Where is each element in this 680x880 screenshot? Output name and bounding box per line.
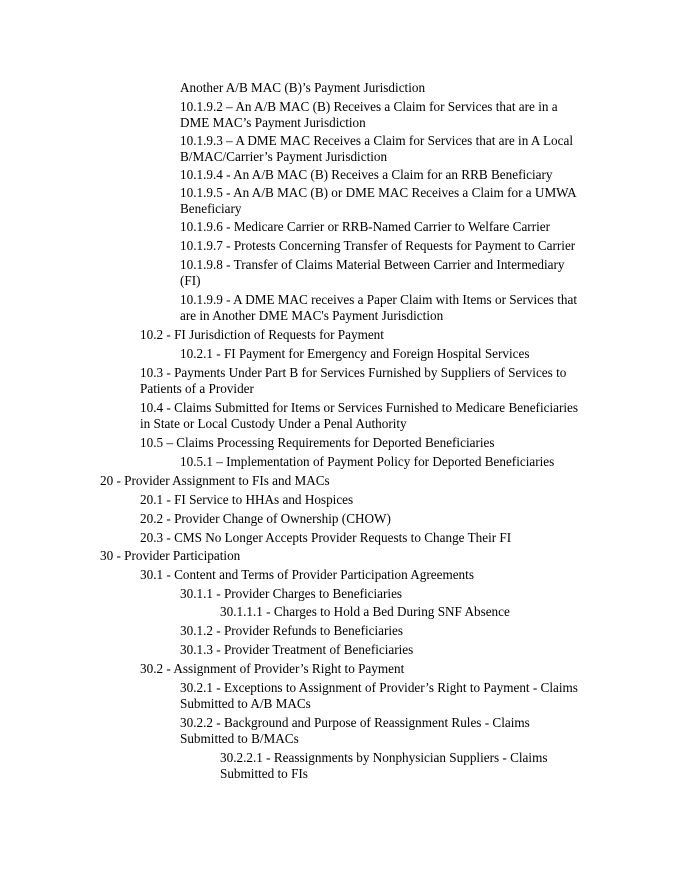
- toc-entry-20-1: 20.1 - FI Service to HHAs and Hospices: [140, 492, 354, 507]
- toc-entry-30-2-2-1: 30.2.2.1 - Reassignments by Nonphysician Suppliers - Claims Submitted to FIs: [220, 750, 548, 781]
- toc-entry-10-1-9-5: 10.1.9.5 - An A/B MAC (B) or DME MAC Receives a Claim for a UMWA Beneficiary: [180, 185, 576, 216]
- toc-entry-10-1-9-9: 10.1.9.9 - A DME MAC receives a Paper Claim with Items or Services that are in Another DME MAC's Payment Jurisdiction: [180, 292, 578, 323]
- toc-entry-30-1-2: 30.1.2 - Provider Refunds to Beneficiaries: [180, 623, 404, 638]
- toc-entry-30-1-1: 30.1.1 - Provider Charges to Beneficiaries: [180, 586, 403, 601]
- toc-entry-10-3: 10.3 - Payments Under Part B for Services Furnished by Suppliers of Services to Patients of a Provider: [140, 365, 567, 396]
- toc-entry-30-1-1-1: 30.1.1.1 - Charges to Hold a Bed During SNF Absence: [220, 604, 510, 619]
- toc-entry-10-1-9-2: 10.1.9.2 – An A/B MAC (B) Receives a Claim for Services that are in a DME MAC’s Payment Jurisdiction: [180, 99, 558, 130]
- toc-entry-10-1-9-3: 10.1.9.3 – A DME MAC Receives a Claim for Services that are in A Local B/MAC/Carrier’s Payment Jurisdiction: [180, 133, 573, 164]
- toc-entry-10-2: 10.2 - FI Jurisdiction of Requests for Payment: [140, 327, 384, 342]
- toc-entry-30: 30 - Provider Participation: [100, 548, 241, 563]
- toc-entry-20-3: 20.3 - CMS No Longer Accepts Provider Requests to Change Their FI: [140, 530, 512, 545]
- toc-entry-20: 20 - Provider Assignment to FIs and MACs: [100, 473, 330, 488]
- toc-entry-30-2: 30.2 - Assignment of Provider’s Right to Payment: [140, 661, 405, 676]
- toc-entry-30-2-2: 30.2.2 - Background and Purpose of Reassignment Rules - Claims Submitted to B/MACs: [180, 715, 530, 746]
- toc-entry-10-2-1: 10.2.1 - FI Payment for Emergency and Foreign Hospital Services: [180, 346, 530, 361]
- toc-entry-10-1-9-4: 10.1.9.4 - An A/B MAC (B) Receives a Claim for an RRB Beneficiary: [180, 167, 553, 182]
- table-of-contents: [0, 80, 680, 782]
- toc-entry-20-2: 20.2 - Provider Change of Ownership (CHOW): [140, 511, 391, 526]
- toc-entry-10-1-9-8: 10.1.9.8 - Transfer of Claims Material Between Carrier and Intermediary (FI): [180, 257, 565, 288]
- toc-entry-10-1-9-6: 10.1.9.6 - Medicare Carrier or RRB-Named Carrier to Welfare Carrier: [180, 219, 550, 234]
- toc-entry-10-1-9-7: 10.1.9.7 - Protests Concerning Transfer of Requests for Payment to Carrier: [180, 238, 576, 253]
- toc-entry-10-4: 10.4 - Claims Submitted for Items or Services Furnished to Medicare Beneficiaries in State or Local Custody Under a Penal Authority: [140, 400, 579, 431]
- toc-entry-10-5: 10.5 – Claims Processing Requirements for Deported Beneficiaries: [140, 435, 495, 450]
- toc-entry-30-1: 30.1 - Content and Terms of Provider Participation Agreements: [140, 567, 474, 582]
- toc-entry-30-2-1: 30.2.1 - Exceptions to Assignment of Provider’s Right to Payment - Claims Submitted to A/B MACs: [180, 680, 578, 711]
- toc-entry-30-1-3: 30.1.3 - Provider Treatment of Beneficiaries: [180, 642, 414, 657]
- toc-entry-10-1-9-1-continued: Another A/B MAC (B)’s Payment Jurisdiction: [180, 80, 426, 95]
- toc-entry-10-5-1: 10.5.1 – Implementation of Payment Policy for Deported Beneficiaries: [180, 454, 555, 469]
